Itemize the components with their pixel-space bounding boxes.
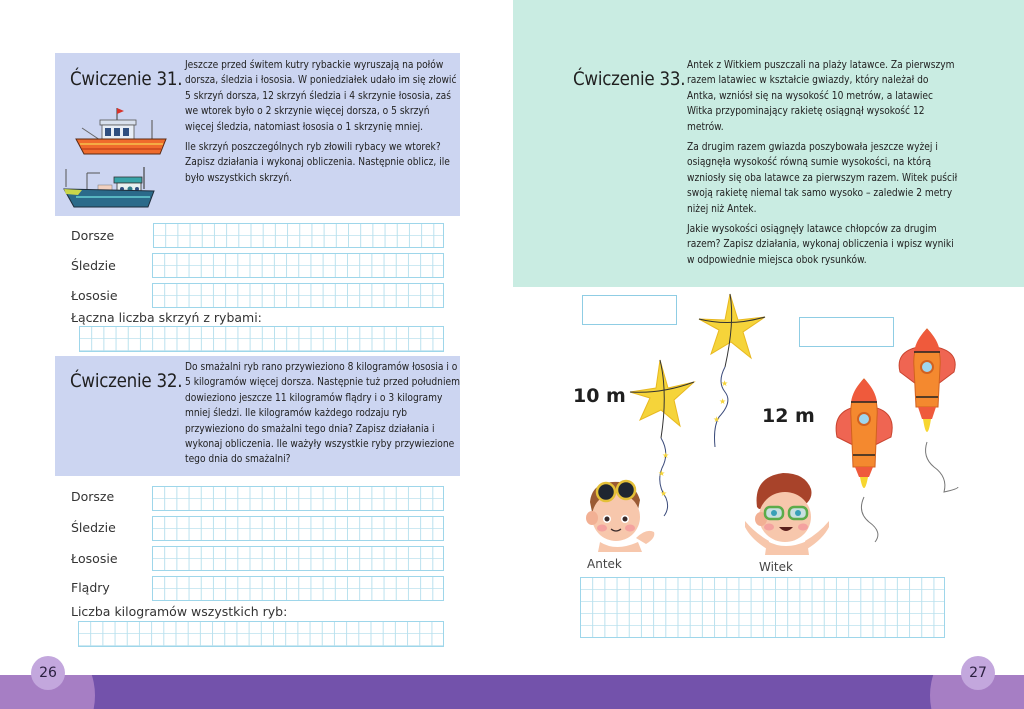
page-number-right: 27 (961, 656, 995, 690)
exercise-32-paragraph-1: Do smażalni ryb rano przywieziono 8 kilogramów łososia i o 5 kilogramów więcej dorsza. Następnie tuż przed południem dowieziono jeszcze 11 kilogramów flądry i o 3 kilogramy mniej śledzi. Ile kilogramów każdego rodzaju ryb przywieziono do smażalni tego dnia? Zapisz działania i wykonaj obliczenia. Ile ważyły wszystkie ryby przywiezione tego dnia do smażalni? (185, 361, 460, 466)
answer-grid-dorsze[interactable] (153, 223, 444, 248)
svg-text:★: ★ (658, 469, 666, 478)
blue-fishing-boat-image (62, 165, 162, 210)
row-label-sledzie: Śledzie (71, 520, 116, 535)
boy-antek-image (580, 472, 660, 552)
exercise-33-title: Ćwiczenie 33. (573, 68, 686, 90)
footer-band (0, 675, 1024, 709)
svg-text:★: ★ (662, 451, 670, 460)
svg-text:★: ★ (660, 489, 668, 498)
exercise-32-text (185, 360, 460, 473)
answer-grid-lososie[interactable] (152, 546, 444, 571)
row-label-sledzie: Śledzie (71, 258, 116, 273)
exercise-33-paragraph-3: Jakie wysokości osiągnęły latawce chłopców za drugim razem? Zapisz działania, wykonaj obliczenia i wpisz wyniki w odpowiednie miejsca obok rysunków. (687, 223, 954, 266)
answer-grid-sledzie[interactable] (152, 516, 444, 541)
answer-grid-total-ex32[interactable] (78, 621, 444, 647)
answer-grid-dorsze[interactable] (152, 486, 444, 511)
orange-fishing-boat-image (72, 106, 172, 158)
answer-box-star-second-flight[interactable] (582, 295, 677, 325)
answer-grid-sledzie[interactable] (152, 253, 444, 278)
exercise-31-paragraph-2: Ile skrzyń poszczególnych ryb złowili rybacy we wtorek? Zapisz działania i wykonaj obliczenia. Następnie oblicz, ile było wszystkich skrzyń. (185, 141, 450, 184)
exercise-31-paragraph-1: Jeszcze przed świtem kutry rybackie wyruszają na połów dorsza, śledzia i łososia. W poniedziałek udało im się złowić 5 skrzyń dorsza, 12 skrzyń śledzia i 4 skrzynie łososia, zaś we wtorek było o 2 skrzynie więcej dorsza, o 5 skrzyń więcej śledzia, natomiast łososia o 1 skrzynię mniej. (185, 59, 457, 133)
exercise-31-title: Ćwiczenie 31. (70, 68, 183, 90)
row-label-dorsze: Dorsze (71, 489, 115, 504)
star-height-label: 10 m (573, 385, 626, 407)
kid-name-witek: Witek (759, 560, 793, 574)
page-number-left: 26 (31, 656, 65, 690)
answer-box-rocket-second-flight[interactable] (799, 317, 894, 347)
rocket-height-label: 12 m (762, 405, 815, 427)
exercise-33-paragraph-2: Za drugim razem gwiazda poszybowała jeszcze wyżej i osiągnęła wysokość równą sumie wysokości, na którą wzniosły się oba latawce za pierwszym razem. Witek puścił swoją rakietę niemal tak samo wysoko – zaledwie 2 metry niżej niż Antek. (687, 141, 958, 215)
svg-text:★: ★ (719, 397, 727, 406)
row-label-fladry: Flądry (71, 580, 110, 595)
exercise-33-paragraph-1: Antek z Witkiem puszczali na plaży latawce. Za pierwszym razem latawiec w kształcie gwiazdy, który należał do Antka, wzniósł się na wysokość 10 metrów, a latawiec Witka przypominający rakietę osiągnął wysokość 12 metrów. (687, 59, 955, 133)
row-label-lososie: Łososie (71, 288, 118, 303)
row-label-dorsze: Dorsze (71, 228, 115, 243)
answer-grid-exercise-33[interactable] (580, 577, 945, 638)
boy-witek-image (743, 467, 833, 555)
exercise-31-text (185, 58, 460, 191)
total-label-ex32: Liczba kilogramów wszystkich ryb: (71, 604, 288, 619)
answer-grid-fladry[interactable] (152, 576, 444, 601)
exercise-33-text (687, 58, 960, 273)
row-label-lososie: Łososie (71, 551, 118, 566)
answer-grid-lososie[interactable] (152, 283, 444, 308)
kid-name-antek: Antek (587, 557, 622, 571)
answer-grid-total-ex31[interactable] (79, 326, 444, 352)
exercise-32-title: Ćwiczenie 32. (70, 370, 183, 392)
total-label-ex31: Łączna liczba skrzyń z rybami: (71, 310, 262, 325)
rocket-kite-lower-image (827, 377, 902, 547)
svg-text:★: ★ (713, 415, 721, 424)
svg-text:★: ★ (721, 379, 729, 388)
